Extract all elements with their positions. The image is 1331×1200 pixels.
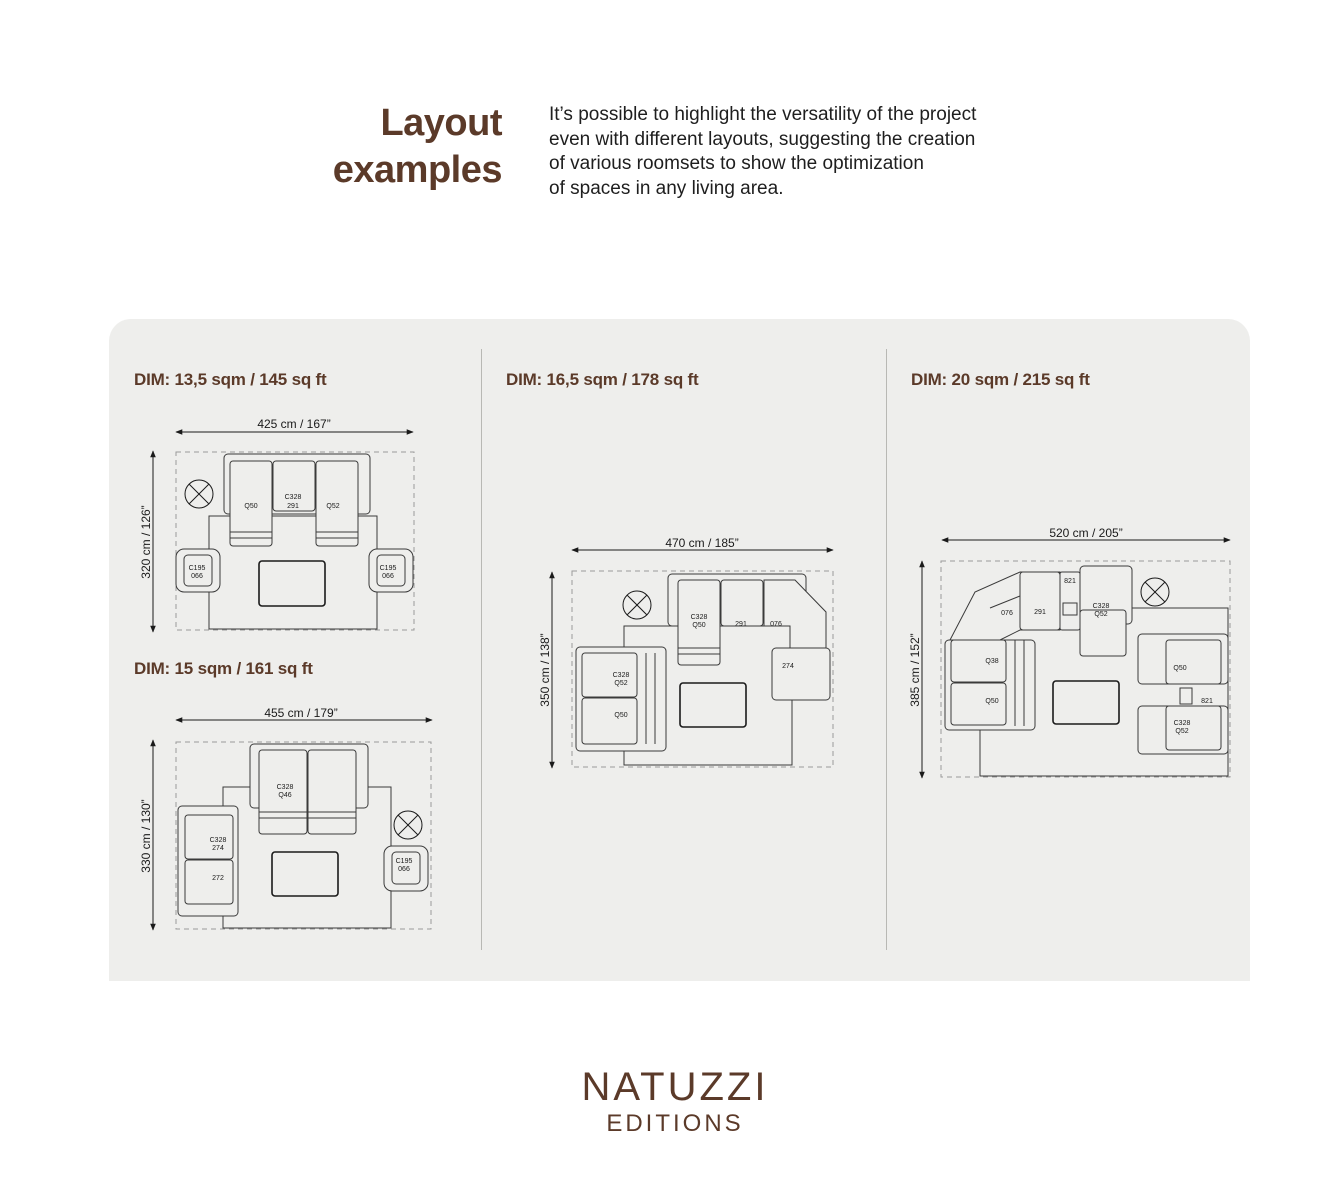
intro-line-3: of various roomsets to show the optimization [549,153,924,174]
sofa-right-top [1138,634,1228,684]
code-label: C328 [1173,720,1191,727]
intro-line-4: of spaces in any living area. [549,177,784,199]
code-label: 066 [382,573,394,580]
layout-3-title: DIM: 16,5 sqm / 178 sq ft [506,370,699,389]
layout-2-width-label: 455 cm / 179” [264,706,338,720]
code-label: 274 [782,663,794,670]
code-label: Q38 [985,658,999,665]
code-label: C195 [379,565,397,572]
code-label: C195 [395,858,413,865]
layout-1-height-label: 320 cm / 126” [139,505,153,579]
code-label: 076 [770,621,782,628]
brand-sub: EDITIONS [606,1110,744,1137]
code-label: Q50 [985,698,999,705]
code-label: Q52 [1175,728,1189,735]
code-label: C328 [276,784,294,791]
code-label: C328 [209,837,227,844]
layout-2-height-label: 330 cm / 130” [139,799,153,873]
layout-4-width-label: 520 cm / 205” [1049,526,1123,540]
code-label: 274 [212,845,224,852]
code-label: 291 [735,621,747,628]
code-label: Q52 [1094,611,1108,618]
page-title-line-2: examples [332,149,502,191]
layout-3-height-label: 350 cm / 138” [538,633,552,707]
code-label: C328 [690,614,708,621]
code-label: Q50 [692,622,706,629]
page-title-line-1: Layout [380,102,502,144]
brand-name: NATUZZI [581,1065,769,1109]
code-label: 066 [398,866,410,873]
layout-3-plan [552,550,833,768]
code-label: Q52 [326,503,340,510]
coffee-table [1053,681,1119,724]
intro-line-2: even with different layouts, suggesting the creation [549,128,976,150]
code-label: 272 [212,875,224,882]
layout-1-title: DIM: 13,5 sqm / 145 sq ft [134,370,327,389]
coffee-table [272,852,338,896]
layout-3-width-label: 470 cm / 185” [665,536,739,550]
code-label: C195 [188,565,206,572]
sofa-side [576,647,666,751]
code-label: 066 [191,573,203,580]
code-label: 291 [287,503,299,510]
coffee-table [680,683,746,727]
code-label: 076 [1001,610,1013,617]
layout-2-title: DIM: 15 sqm / 161 sq ft [134,659,313,678]
sofa-side [178,806,238,916]
floor-lamp-icon [1141,578,1169,606]
code-label: 291 [1034,609,1046,616]
code-label: Q50 [1173,665,1187,672]
floor-lamp-icon [623,591,651,619]
intro-line-1: It’s possible to highlight the versatility of the project [549,104,977,125]
layout-2-plan [153,720,432,930]
layout-4-plan [922,540,1230,778]
floor-lamp-icon [394,811,422,839]
brand-logo [525,1064,825,1138]
layout-1-plan [153,432,414,632]
code-label: Q50 [614,712,628,719]
floor-lamp-icon [185,480,213,508]
sofa [250,744,368,834]
code-label: 821 [1201,698,1213,705]
code-label: Q46 [278,792,292,799]
code-label: Q52 [614,680,628,687]
corner-sofa [668,574,830,700]
sofa-side [945,640,1035,730]
layout-1-width-label: 425 cm / 167” [257,417,331,431]
code-label: Q50 [244,503,258,510]
coffee-table [259,561,325,606]
code-label: C328 [612,672,630,679]
code-label: 821 [1064,578,1076,585]
code-label: C328 [284,494,302,501]
layout-4-height-label: 385 cm / 152” [908,633,922,707]
code-label: C328 [1092,603,1110,610]
layout-4-title: DIM: 20 sqm / 215 sq ft [911,370,1090,389]
